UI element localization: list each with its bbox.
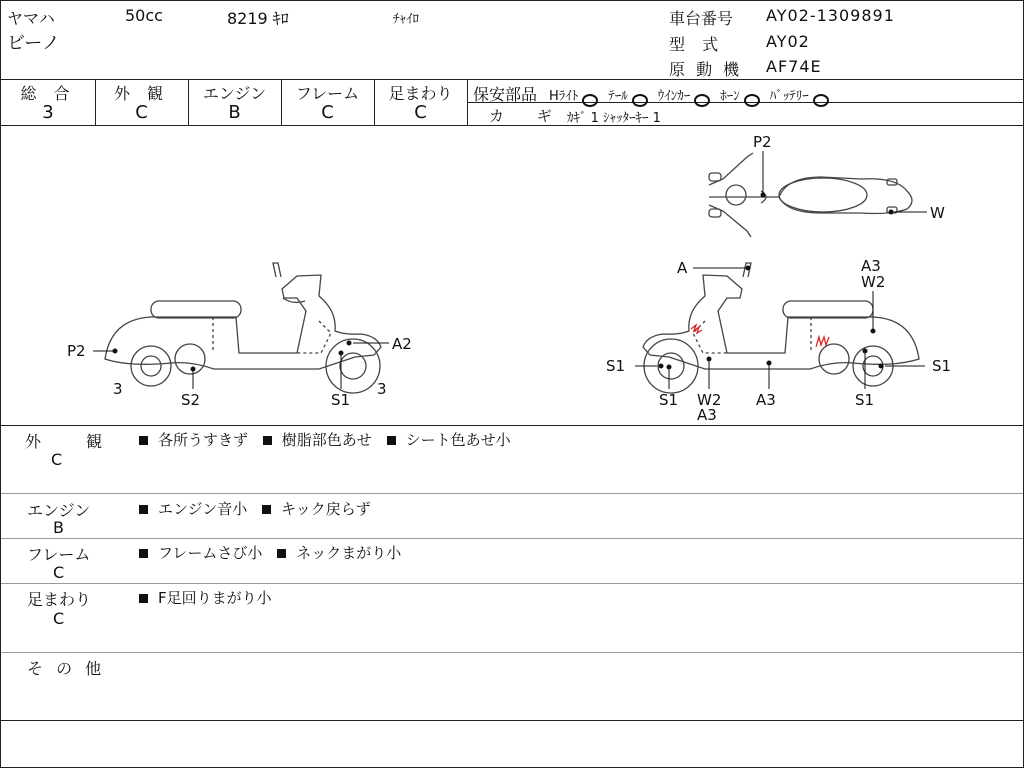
grade-suspension-label: 足まわり	[388, 84, 453, 103]
remark-item: F足回りまがり小	[158, 589, 272, 607]
remark-item: ネックまがり小	[296, 544, 402, 562]
safety-item-horn: ﾎｰﾝ	[720, 89, 740, 104]
label-p2: P2	[753, 133, 772, 151]
divider	[1, 79, 1023, 80]
ok-circle-icon	[632, 94, 648, 107]
divider	[1, 425, 1023, 426]
safety-item-headlight: Hﾗｲﾄ	[549, 89, 579, 104]
scooter-side-view-left	[105, 263, 381, 393]
remark-items-engine	[139, 498, 381, 519]
divider	[1, 652, 1023, 653]
model-name: ビーノ	[7, 33, 60, 54]
engine-value: AF74E	[766, 57, 822, 76]
label-p2: P2	[67, 342, 86, 360]
label-a: A	[677, 259, 688, 277]
bullet-icon	[139, 549, 148, 558]
bullet-icon	[387, 436, 396, 445]
grade-total-value: 3	[42, 102, 54, 123]
label-a2: A2	[392, 335, 412, 353]
divider	[1, 493, 1023, 494]
grade-engine-value: B	[228, 102, 241, 123]
remark-grade-exterior: C	[51, 450, 63, 469]
scooter-top-view	[709, 153, 912, 237]
bullet-icon	[139, 436, 148, 445]
remark-item: キック戻らず	[281, 500, 371, 518]
bullet-icon	[263, 436, 272, 445]
label-w2: W2	[861, 273, 886, 291]
ok-circle-icon	[694, 94, 710, 107]
color: ﾁｬｲﾛ	[393, 12, 419, 27]
label-3: 3	[377, 380, 387, 398]
ok-circle-icon	[744, 94, 760, 107]
remark-grade-engine: B	[53, 518, 64, 537]
label-s1: S1	[932, 357, 952, 375]
remark-label-exterior: 外 観	[25, 432, 123, 451]
label-s1: S1	[606, 357, 626, 375]
mileage: 8219 ｷﾛ	[227, 9, 289, 28]
grade-exterior-value: C	[135, 102, 148, 123]
ok-circle-icon	[582, 94, 598, 107]
frame-no: AY02-1309891	[766, 6, 895, 25]
divider	[1, 538, 1023, 539]
remark-label-suspension: 足まわり	[27, 590, 92, 609]
label-w: W	[930, 204, 945, 222]
label-s1: S1	[659, 391, 679, 409]
label-a3: A3	[861, 257, 881, 275]
remark-item: 樹脂部色あせ	[281, 431, 372, 449]
remark-label-engine: エンジン	[27, 501, 91, 520]
key-value: ｶｷﾞ 1 ｼｬｯﾀｰｷｰ 1	[567, 111, 661, 126]
maker: ヤマハ	[7, 9, 55, 28]
label-s1: S1	[855, 391, 875, 409]
divider	[1, 720, 1023, 721]
divider	[1, 583, 1023, 584]
remark-items-frame	[139, 542, 411, 563]
damage-diagram	[1, 126, 1023, 426]
label-3: 3	[113, 380, 123, 398]
safety-item-taillight: ﾃｰﾙ	[608, 89, 628, 104]
grade-suspension-value: C	[414, 102, 427, 123]
engine-label: 原 動 機	[669, 60, 743, 79]
safety-item-battery: ﾊﾞｯﾃﾘｰ	[769, 89, 809, 104]
grade-frame-value: C	[321, 102, 334, 123]
grade-engine-label: エンジン	[202, 84, 267, 103]
safety-parts-label: 保安部品	[473, 85, 538, 104]
type-value: AY02	[766, 32, 810, 51]
ok-circle-icon	[813, 94, 829, 107]
bullet-icon	[139, 505, 148, 514]
type-label: 型 式	[669, 35, 725, 54]
bullet-icon	[139, 594, 148, 603]
remark-grade-suspension: C	[53, 609, 65, 628]
label-a3: A3	[756, 391, 776, 409]
remark-item: エンジン音小	[158, 500, 248, 518]
safety-item-winker: ｳｲﾝｶｰ	[657, 89, 691, 104]
grade-exterior-label: 外 観	[113, 84, 170, 103]
label-w2: W2	[697, 391, 722, 409]
bullet-icon	[262, 505, 271, 514]
grade-total-label: 総 合	[20, 84, 76, 103]
remark-item: 各所うすきず	[158, 431, 249, 449]
bullet-icon	[277, 549, 286, 558]
remark-items-suspension	[139, 587, 282, 608]
key-label: カ ギ	[489, 107, 566, 125]
frame-no-label: 車台番号	[669, 9, 734, 28]
safety-parts-row	[473, 82, 829, 107]
label-s2: S2	[181, 391, 201, 409]
remark-item: シート色あせ小	[405, 431, 511, 449]
label-a3: A3	[697, 406, 717, 424]
remark-label-frame: フレーム	[27, 545, 91, 564]
displacement: 50cc	[125, 6, 163, 25]
remark-items-exterior	[139, 429, 521, 450]
grade-frame-label: フレーム	[295, 84, 360, 103]
label-s1: S1	[331, 391, 351, 409]
remark-item: フレームさび小	[158, 544, 263, 562]
remark-label-other: そ の 他	[27, 659, 106, 678]
remark-grade-frame: C	[53, 563, 65, 582]
